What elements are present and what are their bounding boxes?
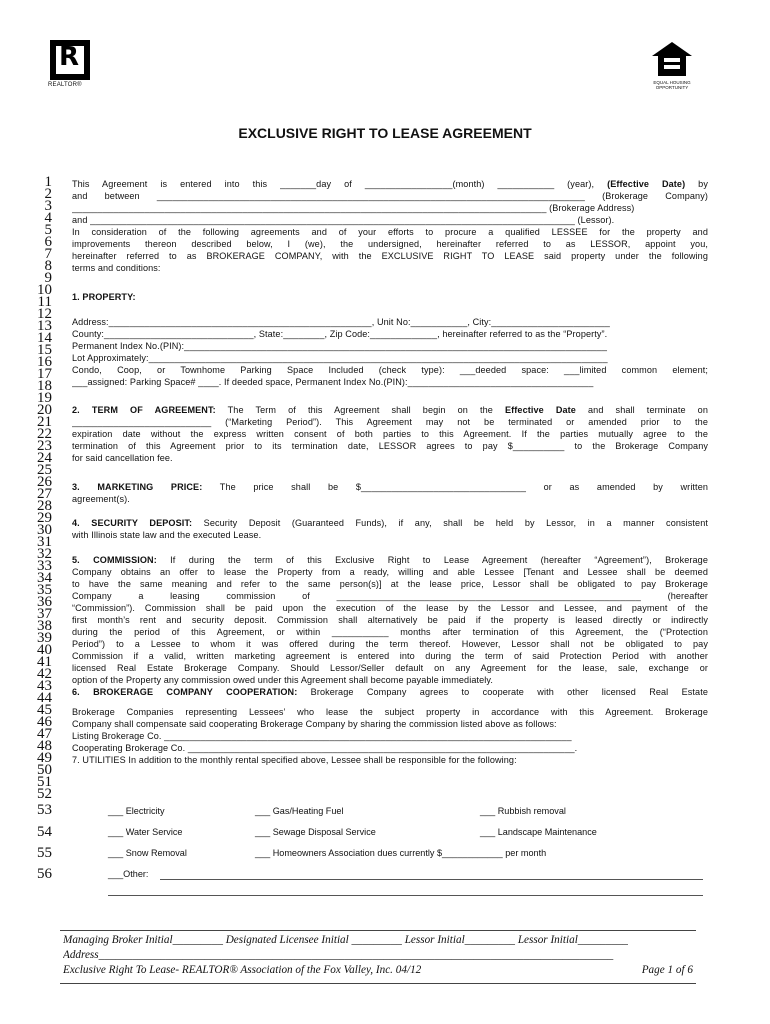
text-line: termination of this Agreement prior to its termination date, LESSOR agrees to pay $__________ to the Brokerage Company xyxy=(72,441,708,451)
text-line: 3. MARKETING PRICE: The price shall be $________________________________ or as amended by written xyxy=(72,482,708,492)
line-number: 11 xyxy=(37,294,52,310)
line-number: 33 xyxy=(37,558,52,574)
page-title: EXCLUSIVE RIGHT TO LEASE AGREEMENT xyxy=(238,125,532,141)
realtor-logo: R xyxy=(50,40,90,80)
line-number: 7 xyxy=(44,246,52,262)
text-line: Company a leasing commission of ___________________________________________________________ (hereafter xyxy=(72,591,708,601)
line-number: 12 xyxy=(37,306,52,322)
text-line: Company obtains an offer to lease the Property from a ready, willing and able Lessee [Tenant and Lessee shall be deemed xyxy=(72,567,708,577)
text-line: agreement(s). xyxy=(72,494,130,504)
line-number: 50 xyxy=(37,762,52,778)
line-number: 42 xyxy=(37,666,52,682)
utility-hoa: ___ Homeowners Association dues currently $____________ per month xyxy=(255,848,547,858)
line-number: 3 xyxy=(44,198,52,214)
line-number: 41 xyxy=(37,654,52,670)
text-line: ___________________________ (“Marketing Period”). This Agreement may not be terminated or amended prior to the xyxy=(72,417,708,427)
line-number: 45 xyxy=(37,702,52,718)
line-number: 35 xyxy=(37,582,52,598)
line-number: 55 xyxy=(37,845,52,861)
utility-other-label: ___Other: xyxy=(108,869,149,879)
equal-housing-icon xyxy=(650,40,694,78)
line-number: 26 xyxy=(37,474,52,490)
line-number: 2 xyxy=(44,186,52,202)
text-line: for said cancellation fee. xyxy=(72,453,173,463)
text-line: Period”) to a Lessee to whom it was offered during the term thereof. However, Lessor shall not be obligated to pay xyxy=(72,639,708,649)
text-line: and ______________________________________________________________________________________________ (Lessor). xyxy=(72,215,615,225)
text-line: “Commission”). Commission shall be paid upon the execution of the lease by the Lessor and Lessee, and payment of the xyxy=(72,603,708,613)
footer-page-number: Page 1 of 6 xyxy=(641,964,693,976)
text-line: ___assigned: Parking Space# ____. If deeded space, Permanent Index No.(PIN):____________________________________ xyxy=(72,377,594,387)
line-number: 38 xyxy=(37,618,52,634)
line-number: 52 xyxy=(37,786,52,802)
text-line: 5. COMMISSION: If during the term of this Exclusive Right to Lease Agreement (hereafter “Agreement”), Brokerage xyxy=(72,555,708,565)
text-line: 6. BROKERAGE COMPANY COOPERATION: Brokerage Company agrees to cooperate with other licensed Real Estate xyxy=(72,687,708,697)
equal-housing-text: EQUAL HOUSING OPPORTUNITY xyxy=(653,80,691,90)
utility-landscape: ___ Landscape Maintenance xyxy=(480,827,597,837)
text-line: 7. UTILITIES In addition to the monthly rental specified above, Lessee shall be responsible for the following: xyxy=(72,755,517,765)
line-number: 19 xyxy=(37,390,52,406)
line-number: 54 xyxy=(37,824,52,840)
line-number: 48 xyxy=(37,738,52,754)
text-line: In consideration of the following agreements and of your efforts to procure a qualified LESSEE for the property and xyxy=(72,227,708,237)
utility-electricity: ___ Electricity xyxy=(108,806,165,816)
text-line: during the period of this Agreement, or within ___________ months after termination of this Agreement, the (“Protection xyxy=(72,627,708,637)
line-number: 44 xyxy=(37,690,52,706)
utility-water: ___ Water Service xyxy=(108,827,183,837)
line-number: 10 xyxy=(37,282,52,298)
text-line: option of the Property any commission owed under this Agreement shall become payable immediately. xyxy=(72,675,493,685)
text-line: and between ___________________________________________________________________________________ (Brokerage Company) xyxy=(72,191,708,201)
line-number: 1 xyxy=(44,174,52,190)
text-line: Lot Approximately:_________________________________________________________________________________________ xyxy=(72,353,608,363)
text-line: Permanent Index No.(PIN):__________________________________________________________________________________ xyxy=(72,341,608,351)
line-number: 46 xyxy=(37,714,52,730)
line-number: 13 xyxy=(37,318,52,334)
line-number: 34 xyxy=(37,570,52,586)
text-line: Brokerage Companies representing Lessees’ who lease the subject property in accordance with this Agreement. Brokerage xyxy=(72,707,708,717)
realtor-logo-text: REALTOR® xyxy=(48,82,82,88)
text-line: terms and conditions: xyxy=(72,263,161,273)
line-number: 39 xyxy=(37,630,52,646)
footer-form-name: Exclusive Right To Lease- REALTOR® Association of the Fox Valley, Inc. 04/12 xyxy=(63,964,422,976)
line-number: 53 xyxy=(37,802,52,818)
text-line: ____________________________________________________________________________________________ (Brokerage Address) xyxy=(72,203,635,213)
line-number: 56 xyxy=(37,866,52,882)
text-line: Commission if a valid, written marketing agreement is entered into during the term of said Protection Period with another xyxy=(72,651,708,661)
utility-rubbish: ___ Rubbish removal xyxy=(480,806,566,816)
text-line: Condo, Coop, or Townhome Parking Space Included (check type): ___deeded space: ___limited common element; xyxy=(72,365,708,375)
line-number: 47 xyxy=(37,726,52,742)
other-line-2 xyxy=(108,895,703,896)
other-line-1 xyxy=(160,879,703,880)
utility-snow: ___ Snow Removal xyxy=(108,848,187,858)
text-line: 1. PROPERTY: xyxy=(72,292,136,302)
text-line: first month’s rent and security deposit. Commission shall alternatively be paid if the property is leased directly or indirectly xyxy=(72,615,708,625)
text-line: Address:___________________________________________________, Unit No:___________, City:_______________________ xyxy=(72,317,610,327)
text-line: licensed Real Estate Brokerage Company. Should Lessor/Seller default on any Agreement for the lease, sale, exchange or xyxy=(72,663,708,673)
line-number: 20 xyxy=(37,402,52,418)
line-number: 8 xyxy=(44,258,52,274)
text-line: Company shall compensate said cooperating Brokerage Company by sharing the commission listed above as follows: xyxy=(72,719,557,729)
line-number: 21 xyxy=(37,414,52,430)
line-number: 27 xyxy=(37,486,52,502)
text-line: 4. SECURITY DEPOSIT: Security Deposit (Guaranteed Funds), if any, shall be held by Lessor, in a manner consistent xyxy=(72,518,708,528)
text-line: County:_____________________________, State:________, Zip Code:_____________, hereinafter referred to as the “Property”. xyxy=(72,329,608,339)
line-number: 25 xyxy=(37,462,52,478)
line-number: 17 xyxy=(37,366,52,382)
line-number: 36 xyxy=(37,594,52,610)
line-number: 24 xyxy=(37,450,52,466)
text-line: improvements thereon described below, I (we), the undersigned, hereinafter referred to as LESSOR, appoint you, xyxy=(72,239,708,249)
line-number: 14 xyxy=(37,330,52,346)
utility-sewage: ___ Sewage Disposal Service xyxy=(255,827,376,837)
footer-initials: Managing Broker Initial_________ Designated Licensee Initial _________ Lessor Initial_________ Lessor Initial_________ xyxy=(63,934,629,946)
line-number: 5 xyxy=(44,222,52,238)
text-line: expiration date without the express written consent of both parties to this Agreement. If the parties mutually agree to the xyxy=(72,429,708,439)
line-number: 40 xyxy=(37,642,52,658)
line-number: 30 xyxy=(37,522,52,538)
text-line: hereinafter referred to as BROKERAGE COMPANY, with the EXCLUSIVE RIGHT TO LEASE said property under the following xyxy=(72,251,708,261)
line-number: 4 xyxy=(44,210,52,226)
line-number: 29 xyxy=(37,510,52,526)
line-number: 49 xyxy=(37,750,52,766)
text-line: Listing Brokerage Co. _______________________________________________________________________________ xyxy=(72,731,572,741)
utility-gas: ___ Gas/Heating Fuel xyxy=(255,806,344,816)
line-number: 9 xyxy=(44,270,52,286)
text-line: to have the same meaning and refer to the same person(s)] at the lease price, Lessor shall be obligated to pay Brokerage xyxy=(72,579,708,589)
line-number: 43 xyxy=(37,678,52,694)
page-footer xyxy=(60,930,696,984)
line-number: 28 xyxy=(37,498,52,514)
text-line: 2. TERM OF AGREEMENT: The Term of this Agreement shall begin on the Effective Date and shall terminate on xyxy=(72,405,708,415)
line-number: 15 xyxy=(37,342,52,358)
line-number: 23 xyxy=(37,438,52,454)
line-number: 18 xyxy=(37,378,52,394)
text-line: This Agreement is entered into this _______day of _________________(month) ___________ (year), (Effective Date) by xyxy=(72,179,708,189)
line-number: 22 xyxy=(37,426,52,442)
line-number: 32 xyxy=(37,546,52,562)
footer-address: Address____________________________________________________________________________________________ xyxy=(63,949,614,961)
line-number: 16 xyxy=(37,354,52,370)
line-number: 31 xyxy=(37,534,52,550)
line-number: 37 xyxy=(37,606,52,622)
line-number: 51 xyxy=(37,774,52,790)
text-line: with Illinois state law and the executed Lease. xyxy=(72,530,262,540)
text-line: Cooperating Brokerage Co. ___________________________________________________________________________. xyxy=(72,743,578,753)
line-number: 6 xyxy=(44,234,52,250)
